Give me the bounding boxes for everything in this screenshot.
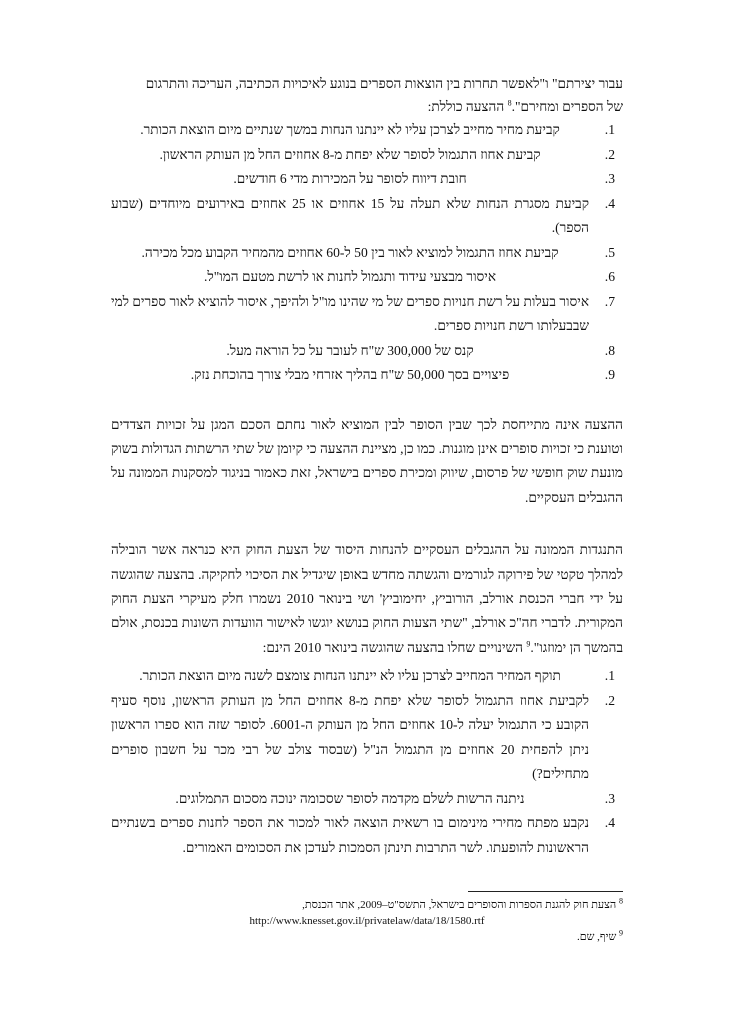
list-item — [111, 118, 615, 143]
footnote-number: 8 — [619, 896, 623, 906]
footnotes-section — [111, 891, 623, 945]
list-text: איסור מבצעי עידוד ותגמול לחנות או לרשת מטעם המו"ל. — [203, 269, 497, 284]
list-number: 3. — [604, 171, 615, 186]
intro-line-2-end: ההצעה כוללת: — [427, 99, 508, 114]
list-text: קנס של 300,000 ש"ח לעובר על כל הוראה מעל. — [226, 342, 474, 358]
list-text: תוקף המחיר המחייב לצרכן עליו לא יינתנו הנחות צומצם לשנה מיום הוצאת הכותר. — [139, 668, 561, 684]
list-item — [111, 811, 615, 860]
list-number: 6. — [604, 269, 615, 284]
footnote-number: 9 — [619, 928, 623, 938]
list-item — [111, 143, 615, 168]
list-item — [111, 664, 615, 689]
body-paragraph-2-end: השינויים שחלו בהצעה שהוגשה בינואר 2010 הינם: — [262, 639, 527, 655]
footnote-link[interactable]: http://www.knesset.gov.il/privatelaw/data/18/1580.rtf — [249, 915, 485, 927]
list-item — [111, 363, 615, 388]
list-item — [111, 192, 615, 241]
list-item — [111, 167, 615, 192]
list-text: קביעת מחיר מחייב לצרכן עליו לא יינתנו הנחות במשך שנתיים מיום הוצאת הכותר. — [140, 122, 560, 137]
list-number: 1. — [604, 668, 615, 684]
list-number: 4. — [604, 815, 615, 831]
footnote-text: הצעת חוק להגנת הספרות והסופרים בישראל, התשס"ט–2009, אתר הכנסת, — [302, 899, 619, 911]
footnote-ref-8[interactable]: 8 — [507, 98, 512, 108]
list-item — [111, 787, 615, 812]
footnote-divider — [468, 891, 623, 892]
list-number: 8. — [604, 342, 615, 358]
footnote-text: שיף, שם. — [576, 931, 619, 943]
intro-line-1: עבור יצירתם" ו"לאפשר תחרות בין הוצאות הספרים בנוגע לאיכויות הכתיבה, העריכה והתרגום — [145, 76, 623, 91]
list-item — [111, 689, 615, 787]
list-text: פיצויים בסך 50,000 ש"ח בהליך אזרחי מבלי צורך בהוכחת נזק. — [190, 367, 510, 382]
list-text: חובת דיווח לסופר על המכירות מדי 6 חודשים. — [233, 171, 467, 186]
intro-line-2: של הספרים ומחירם". — [511, 99, 623, 114]
list-number: 7. — [604, 293, 615, 309]
list-item — [111, 339, 615, 364]
list-text: ניתנה הרשות לשלם מקדמה לסופר שסכומה ינוכה מסכום התמלוגים. — [175, 790, 525, 806]
footnote-ref-9[interactable]: 9 — [526, 639, 531, 649]
list-number: 4. — [604, 195, 615, 211]
intro-paragraph — [111, 72, 623, 118]
list-number: 2. — [604, 692, 615, 708]
changes-list — [111, 664, 623, 860]
body-paragraph-2-text: התנגדות הממונה על ההגבלים העסקיים להנחות היסוד של הצעת החוק היא כנראה אשר הובילה למהלך טקטי של פירוקה לגורמים והגשתה מחדש באופן שיגדיל את הסיכוי לחקיקה. בהצעה שהוגשה על ידי חברי הכנסת אורלב, הורוביץ, יחימוביץ' ושי בינואר 2010 נשמרו חלק מעיקרי הצעת החוק המקורית. לדברי חה"כ אורלב, "שתי הצעות החוק בנושא יוגשו לאישור הוועדות השונות בכנסת, אולם בהמשך הן ימוזגו". — [111, 542, 624, 655]
list-number: 5. — [604, 244, 615, 260]
body-paragraph-2 — [111, 538, 623, 660]
list-text: קביעת מסגרת הנחות שלא תעלה על 15 אחוזים או 25 אחוזים באירועים מיוחדים (שבוע הספר). — [111, 195, 589, 235]
list-text: קביעת אחוז התגמול לסופר שלא יפחת מ-8 אחוזים החל מן העותק הראשון. — [159, 146, 541, 162]
footnote-8 — [111, 897, 623, 929]
list-number: 1. — [604, 122, 615, 137]
body-paragraph-1: ההצעה אינה מתייחסת לכך שבין הסופר לבין המוציא לאור נחתם הסכם המגן על זכויות הצדדים וטוענת כי זכויות סופרים אינן מוגנות. כמו כן, מציינת ההצעה כי קיומן של שתי הרשתות הגדולות בשוק מונעת שוק חופשי של פרסום, שיווק ומכירת ספרים בישראל, זאת כאמור בניגוד למסקנות הממונה על ההגבלים העסקיים. — [111, 416, 623, 505]
list-number: 9. — [604, 367, 615, 382]
list-number: 2. — [604, 146, 615, 162]
list-item — [111, 241, 615, 266]
footnote-9 — [111, 929, 623, 945]
list-text: לקביעת אחוז התגמול לסופר שלא יפחת מ-8 אחוזים החל מן העותק הראשון, נוסף סעיף הקובע כי התגמול יעלה ל-10 אחוזים החל מן העותק ה-6001. לסופר שזה הוא ספרו הראשון ניתן להפחית 20 אחוזים מן התגמול הנ"ל (שבסוד צולב של רבי מכר על חשבון סופרים מתחילים?) — [111, 692, 590, 782]
list-item — [111, 265, 615, 290]
list-text: איסור בעלות על רשת חנויות ספרים של מי שהינו מו"ל ולהיפך, איסור להוציא לאור ספרים למי שבבעלותו רשת חנויות ספרים. — [111, 293, 589, 333]
proposal-list — [111, 118, 623, 388]
list-item — [111, 290, 615, 339]
list-text: נקבע מפתח מחירי מינימום בו רשאית הוצאה לאור למכור את הספר לחנות ספרים בשנתיים הראשונות להופעתו. לשר התרבות תינתן הסמכות לעדכן את הסכומים האמורים. — [111, 815, 589, 855]
list-number: 3. — [604, 790, 615, 806]
list-text: קביעת אחוז התגמול למוציא לאור בין 50 ל-60 אחוזים מהמחיר הקבוע מכל מכירה. — [141, 244, 559, 260]
